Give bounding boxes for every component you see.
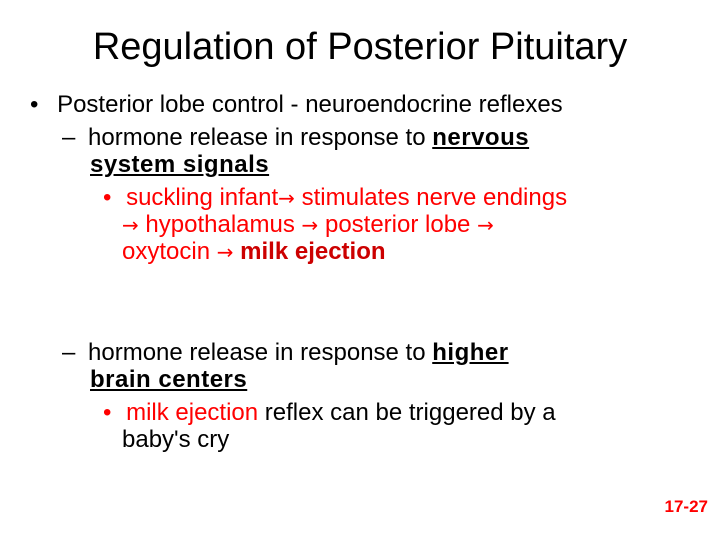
subsub-bullet-1-line3 xyxy=(122,237,386,267)
subsub-bullet-1-line2 xyxy=(122,210,494,240)
oxytocin-text: oxytocin xyxy=(122,238,217,265)
subsub-bullet-2 xyxy=(103,398,556,427)
babys-cry-text: baby's cry xyxy=(122,426,230,453)
sub-bullet-1-text: hormone release in response to xyxy=(88,124,433,151)
stimulates-text: stimulates nerve endings xyxy=(294,184,568,211)
suckling-text: suckling infant xyxy=(126,184,279,211)
arrow-icon: → xyxy=(477,213,494,237)
sub-bullet-2-line2 xyxy=(90,365,247,394)
arrow-icon: → xyxy=(122,213,139,237)
subsub-bullet-1 xyxy=(103,183,567,213)
sub-bullet-2 xyxy=(62,338,509,367)
dash-marker: – xyxy=(62,124,76,151)
sub-bullet-2-text: hormone release in response to xyxy=(88,339,433,366)
arrow-icon: → xyxy=(278,186,295,210)
bullet-marker: • xyxy=(103,399,112,426)
subsub-bullet-2-line2 xyxy=(122,425,229,454)
milk-ejection-text: milk ejection xyxy=(126,399,259,426)
system-signals-emph: system signals xyxy=(90,151,270,178)
slide-title: Regulation of Posterior Pituitary xyxy=(92,26,628,68)
hypothalamus-text: hypothalamus xyxy=(138,211,302,238)
brain-centers-emph: brain centers xyxy=(90,366,248,393)
bullet-1-text: Posterior lobe control - neuroendocrine reflexes xyxy=(57,91,563,118)
milk-ejection-bold: milk ejection xyxy=(233,238,386,265)
bullet-1 xyxy=(30,90,563,119)
reflex-text: reflex can be triggered by a xyxy=(258,399,556,426)
sub-bullet-1 xyxy=(62,123,529,152)
higher-emph: higher xyxy=(432,339,509,366)
bullet-marker: • xyxy=(103,184,112,211)
posterior-lobe-text: posterior lobe xyxy=(318,211,478,238)
nervous-emph: nervous xyxy=(432,124,530,151)
arrow-icon: → xyxy=(301,213,319,237)
arrow-icon: → xyxy=(216,240,234,264)
sub-bullet-1-line2 xyxy=(90,150,269,179)
bullet-marker: • xyxy=(30,91,39,118)
slide-number: 17-27 xyxy=(664,497,708,516)
dash-marker: – xyxy=(62,339,76,366)
